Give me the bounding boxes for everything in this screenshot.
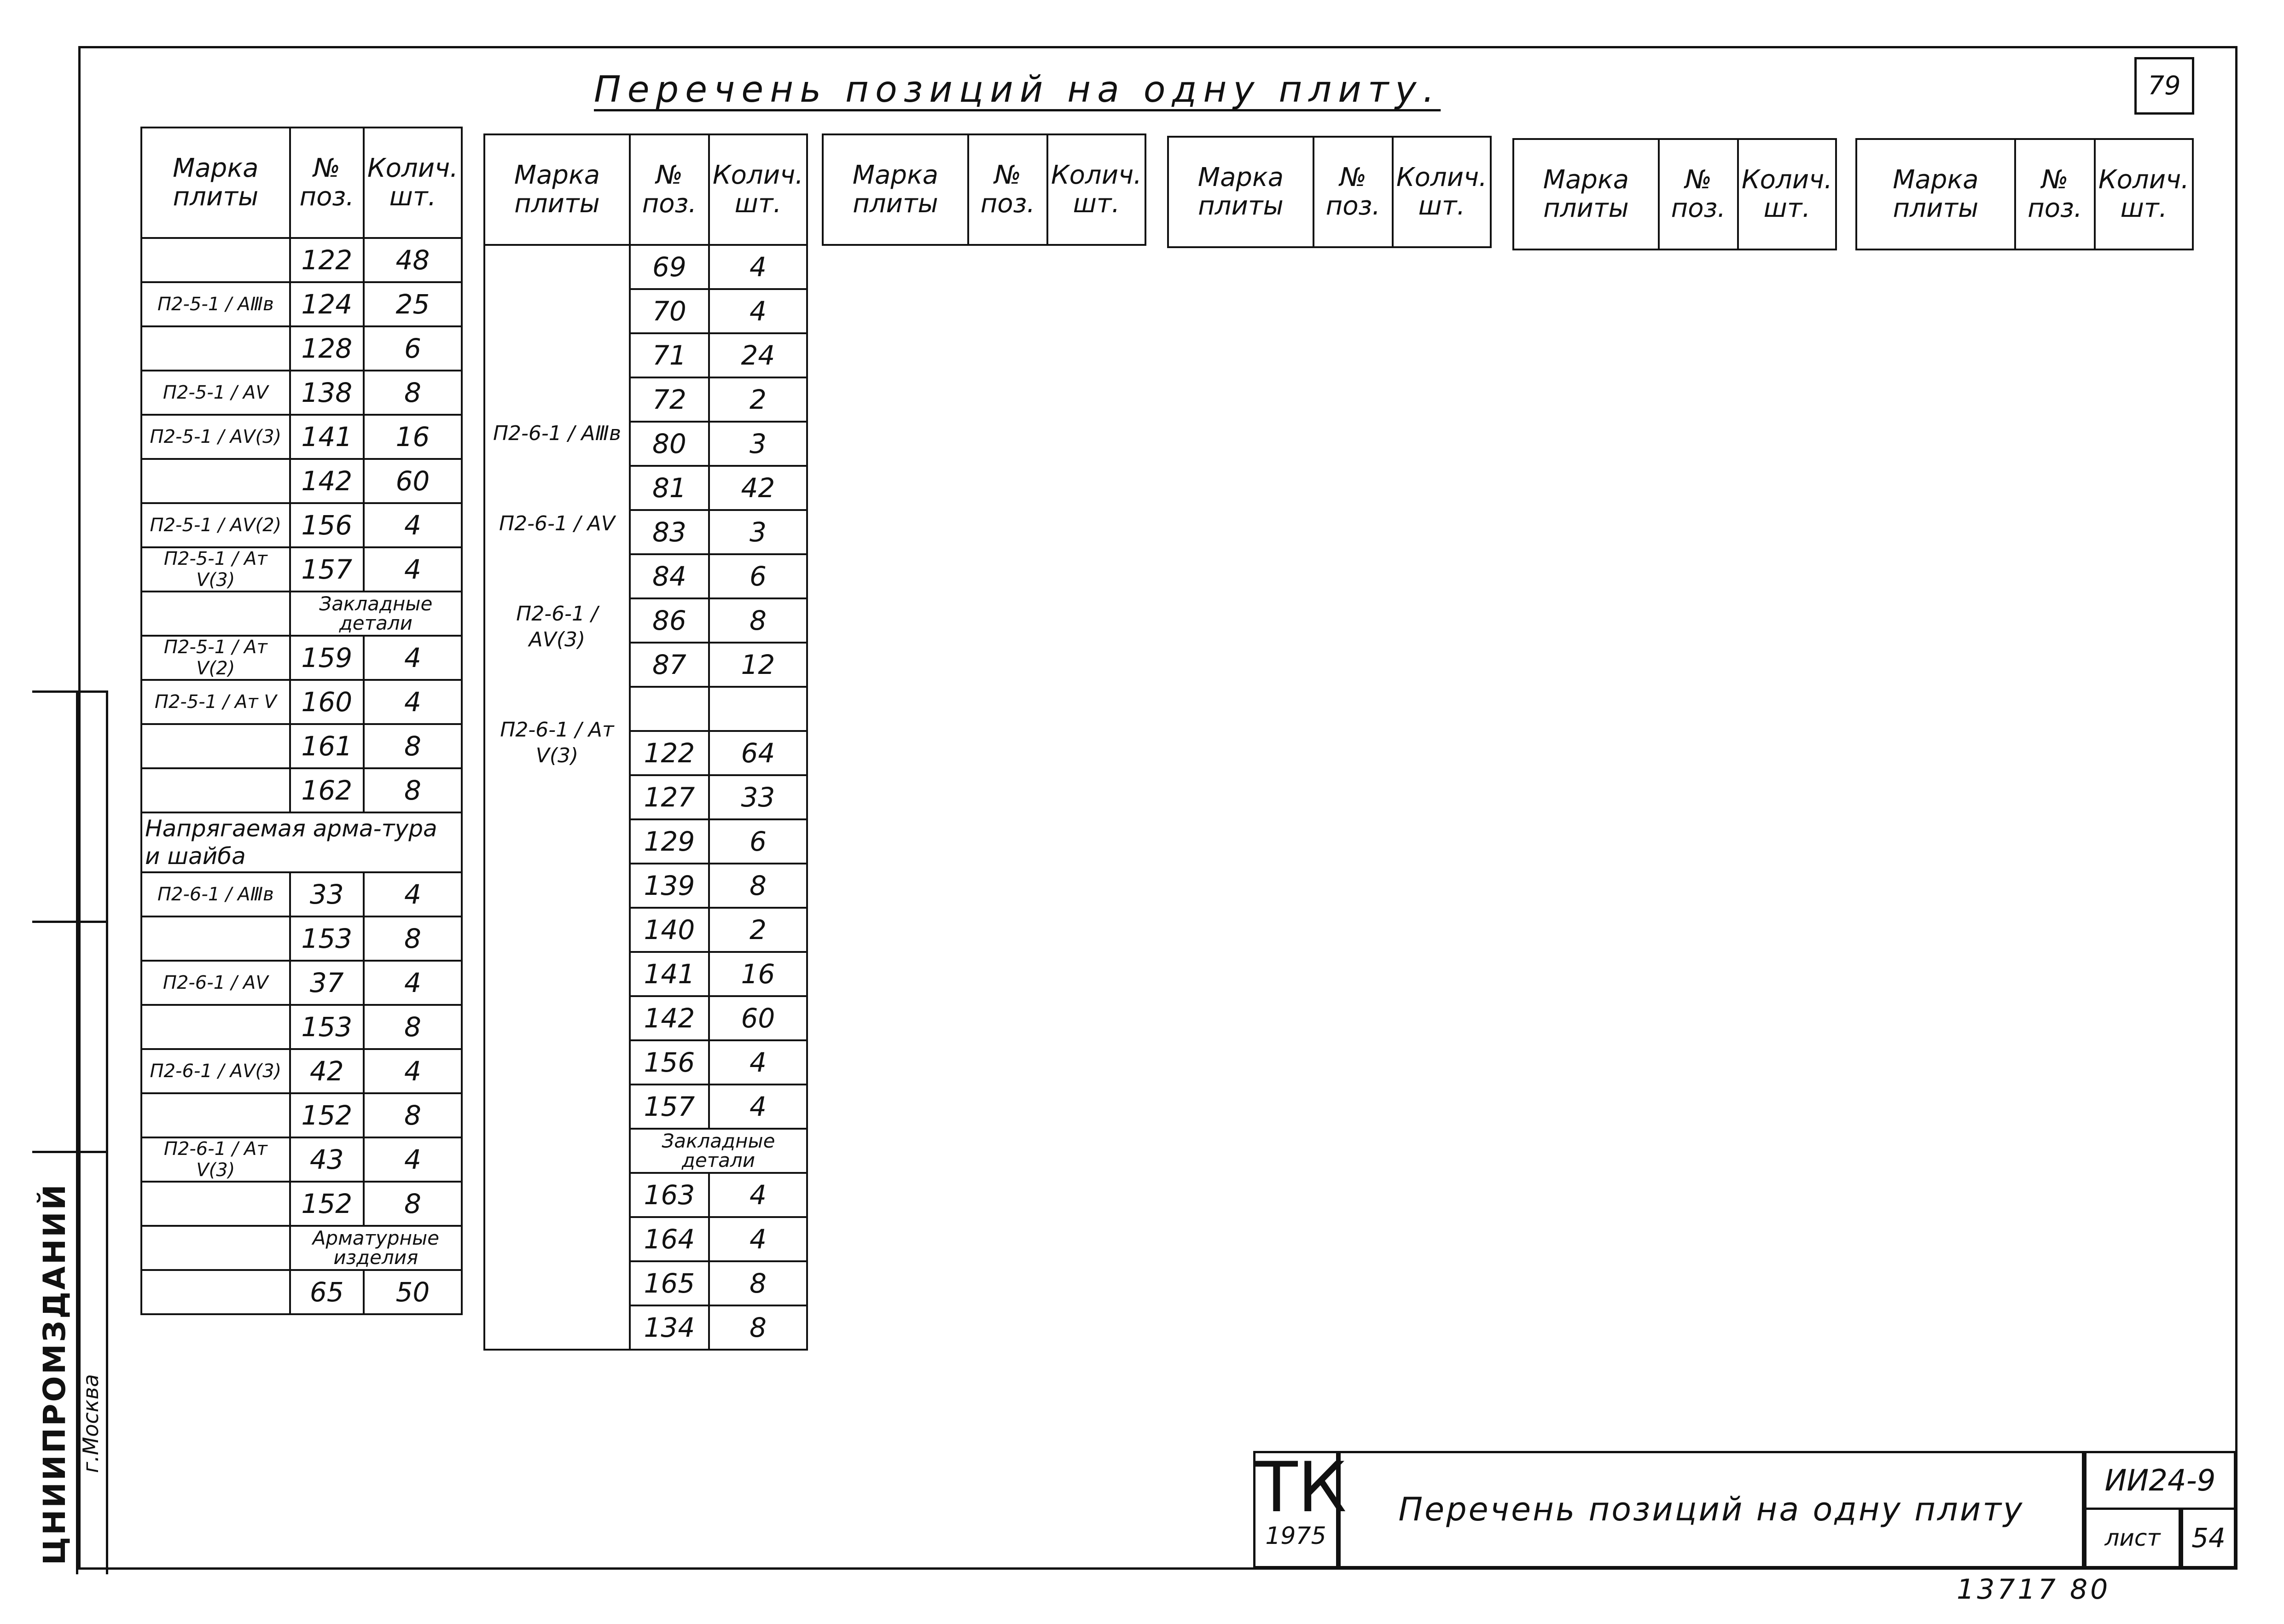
quantity: 60 (709, 996, 807, 1040)
side-stamp (32, 690, 106, 1574)
position-number: 140 (630, 908, 709, 952)
position-number: 70 (630, 289, 709, 333)
table-row (141, 1049, 462, 1093)
position-number: 37 (290, 961, 364, 1005)
position-number: 141 (630, 952, 709, 996)
position-number: 83 (630, 510, 709, 554)
table-row (141, 916, 462, 961)
plate-mark: П2-5-1 / АⅢв (141, 282, 290, 326)
position-number: 152 (290, 1182, 364, 1226)
table-row (141, 1270, 462, 1314)
stamp-sheet-label: лист (2084, 1508, 2181, 1568)
quantity: 50 (364, 1270, 462, 1314)
table-row (141, 459, 462, 503)
quantity: 8 (364, 1005, 462, 1049)
position-number: 159 (290, 636, 364, 680)
header-qty: Колич. шт. (1393, 137, 1491, 247)
table-row (141, 680, 462, 724)
quantity: 4 (709, 245, 807, 289)
plate-mark: П2-5-1 / Ат Ⅴ (141, 680, 290, 724)
table-row (484, 245, 807, 289)
position-number: 124 (290, 282, 364, 326)
position-number (630, 687, 709, 731)
header-pos: № поз. (968, 134, 1047, 245)
plate-mark: П2-5-1 / АⅤ (141, 371, 290, 415)
quantity: 4 (709, 1085, 807, 1129)
plate-mark: П2-6-1 / АⅤ(3) (516, 602, 598, 651)
quantity: 8 (709, 598, 807, 643)
position-number: 162 (290, 768, 364, 812)
position-number: 81 (630, 466, 709, 510)
header-mark: Марка плиты (1168, 137, 1313, 247)
table-row (141, 636, 462, 680)
positions-table-6 (1855, 138, 2194, 250)
table-row (141, 961, 462, 1005)
table-row (141, 812, 462, 872)
quantity: 4 (364, 680, 462, 724)
header-pos: № поз. (1313, 137, 1393, 247)
quantity: 2 (709, 377, 807, 422)
plate-mark (141, 592, 290, 636)
position-number: 134 (630, 1305, 709, 1350)
position-number: 71 (630, 333, 709, 377)
plate-mark: П2-6-1 / АⅢв (141, 872, 290, 916)
stamp-title: Перечень позиций на одну плиту (1338, 1451, 2084, 1568)
quantity: 25 (364, 282, 462, 326)
position-number: 139 (630, 864, 709, 908)
table-row (141, 724, 462, 768)
side-org: ЦНИИПРОМЗДАНИЙ (37, 1183, 72, 1565)
group-note: Закладные детали (290, 592, 462, 636)
position-number: 42 (290, 1049, 364, 1093)
position-number: 43 (290, 1137, 364, 1182)
header-mark: Марка плиты (484, 134, 630, 245)
position-number: 153 (290, 916, 364, 961)
plate-mark: П2-5-1 / Ат Ⅴ(3) (141, 547, 290, 592)
quantity: 60 (364, 459, 462, 503)
table-row (141, 1182, 462, 1226)
quantity: 4 (709, 289, 807, 333)
plate-mark: П2-6-1 / Ат Ⅴ(3) (500, 718, 614, 767)
table-row (141, 547, 462, 592)
quantity: 3 (709, 510, 807, 554)
plate-mark (141, 724, 290, 768)
quantity: 4 (364, 503, 462, 547)
header-qty: Колич. шт. (709, 134, 807, 245)
plate-mark: П2-6-1 / АⅤ (499, 512, 615, 535)
quantity: 4 (364, 1049, 462, 1093)
quantity: 4 (364, 961, 462, 1005)
header-qty: Колич. шт. (1047, 134, 1145, 245)
quantity: 6 (364, 326, 462, 371)
quantity: 3 (709, 422, 807, 466)
quantity: 16 (364, 415, 462, 459)
plate-mark (141, 916, 290, 961)
quantity: 16 (709, 952, 807, 996)
plate-mark (141, 238, 290, 282)
plate-mark (141, 459, 290, 503)
quantity: 64 (709, 731, 807, 775)
plate-mark: П2-5-1 / Ат Ⅴ(2) (141, 636, 290, 680)
position-number: 80 (630, 422, 709, 466)
quantity: 4 (709, 1173, 807, 1217)
position-number: 138 (290, 371, 364, 415)
quantity: 48 (364, 238, 462, 282)
quantity: 8 (364, 768, 462, 812)
position-number: 69 (630, 245, 709, 289)
position-number: 157 (630, 1085, 709, 1129)
positions-table-3 (822, 133, 1146, 246)
table-row (141, 503, 462, 547)
positions-table-4 (1167, 136, 1492, 248)
quantity: 24 (709, 333, 807, 377)
table-row (141, 326, 462, 371)
position-number: 33 (290, 872, 364, 916)
quantity: 8 (709, 1261, 807, 1305)
plate-mark: П2-6-1 / АⅢв (493, 422, 621, 445)
stamp-sheet-number: 54 (2181, 1508, 2236, 1568)
quantity: 8 (364, 371, 462, 415)
section-heading: Напрягаемая арма-тура и шайба (141, 812, 462, 872)
plate-mark: П2-5-1 / АⅤ(3) (141, 415, 290, 459)
stamp-year: 1975 (1265, 1522, 1326, 1550)
group-note: Арматурные изделия (290, 1226, 462, 1270)
stamp-code: ИИ24-9 (2084, 1451, 2236, 1510)
position-number: 152 (290, 1093, 364, 1137)
quantity: 8 (364, 1182, 462, 1226)
quantity: 4 (364, 872, 462, 916)
quantity: 8 (709, 864, 807, 908)
plate-mark (141, 1270, 290, 1314)
table-2-body (484, 245, 807, 1350)
position-number: 72 (630, 377, 709, 422)
position-number: 128 (290, 326, 364, 371)
quantity: 8 (364, 1093, 462, 1137)
position-number: 122 (630, 731, 709, 775)
position-number: 156 (630, 1040, 709, 1085)
position-number: 127 (630, 775, 709, 819)
side-city: г.Москва (78, 1374, 103, 1473)
header-pos: № поз. (630, 134, 709, 245)
position-number: 141 (290, 415, 364, 459)
header-mark: Марка плиты (1513, 139, 1659, 249)
plate-mark: П2-6-1 / АⅤ (141, 961, 290, 1005)
positions-table-5 (1512, 138, 1837, 250)
quantity: 4 (364, 547, 462, 592)
table-row (141, 1005, 462, 1049)
plate-mark (141, 1226, 290, 1270)
page-title: Перечень позиций на одну плиту. (594, 69, 1441, 110)
table-row (141, 415, 462, 459)
plate-mark (141, 768, 290, 812)
header-mark: Марка плиты (141, 128, 290, 238)
stamp-tk-box (1253, 1448, 1347, 1568)
quantity: 4 (709, 1040, 807, 1085)
header-qty: Колич. шт. (364, 128, 462, 238)
header-mark: Марка плиты (823, 134, 968, 245)
footer-number: 13717 80 (1957, 1573, 2111, 1606)
plate-mark: П2-6-1 / Ат Ⅴ(3) (141, 1137, 290, 1182)
positions-table-1 (140, 127, 463, 1315)
table-row (141, 1093, 462, 1137)
plate-mark: П2-5-1 / АⅤ(2) (141, 503, 290, 547)
header-pos: № поз. (290, 128, 364, 238)
quantity: 4 (364, 1137, 462, 1182)
table-row (141, 592, 462, 636)
quantity (709, 687, 807, 731)
table-row (141, 1137, 462, 1182)
quantity: 2 (709, 908, 807, 952)
position-number: 65 (290, 1270, 364, 1314)
table-row (141, 371, 462, 415)
table-1-body (141, 238, 462, 1314)
position-number: 84 (630, 554, 709, 598)
plate-mark (141, 326, 290, 371)
header-pos: № поз. (2015, 139, 2095, 249)
position-number: 142 (290, 459, 364, 503)
plate-mark: П2-6-1 / АⅤ(3) (141, 1049, 290, 1093)
quantity: 6 (709, 554, 807, 598)
quantity: 8 (364, 724, 462, 768)
plate-mark (141, 1182, 290, 1226)
position-number: 161 (290, 724, 364, 768)
position-number: 164 (630, 1217, 709, 1261)
quantity: 6 (709, 819, 807, 864)
plate-mark (141, 1093, 290, 1137)
quantity: 33 (709, 775, 807, 819)
position-number: 122 (290, 238, 364, 282)
stamp-tk: ТК (1255, 1448, 1347, 1528)
position-number: 129 (630, 819, 709, 864)
table-row (141, 872, 462, 916)
position-number: 153 (290, 1005, 364, 1049)
position-number: 165 (630, 1261, 709, 1305)
positions-table-2 (483, 133, 808, 1351)
quantity: 12 (709, 643, 807, 687)
plate-mark (141, 1005, 290, 1049)
position-number: 160 (290, 680, 364, 724)
position-number: 163 (630, 1173, 709, 1217)
table-row (141, 238, 462, 282)
header-qty: Колич. шт. (1738, 139, 1836, 249)
table-row (141, 768, 462, 812)
position-number: 157 (290, 547, 364, 592)
position-number: 87 (630, 643, 709, 687)
page-number: 79 (2134, 57, 2194, 115)
quantity: 4 (709, 1217, 807, 1261)
table-row (141, 1226, 462, 1270)
header-pos: № поз. (1659, 139, 1738, 249)
table-row (141, 282, 462, 326)
group-note: Закладные детали (630, 1129, 807, 1173)
quantity: 42 (709, 466, 807, 510)
header-mark: Марка плиты (1856, 139, 2015, 249)
header-qty: Колич. шт. (2095, 139, 2193, 249)
quantity: 8 (364, 916, 462, 961)
position-number: 156 (290, 503, 364, 547)
plate-mark-group (484, 245, 630, 1350)
position-number: 86 (630, 598, 709, 643)
quantity: 8 (709, 1305, 807, 1350)
quantity: 4 (364, 636, 462, 680)
position-number: 142 (630, 996, 709, 1040)
